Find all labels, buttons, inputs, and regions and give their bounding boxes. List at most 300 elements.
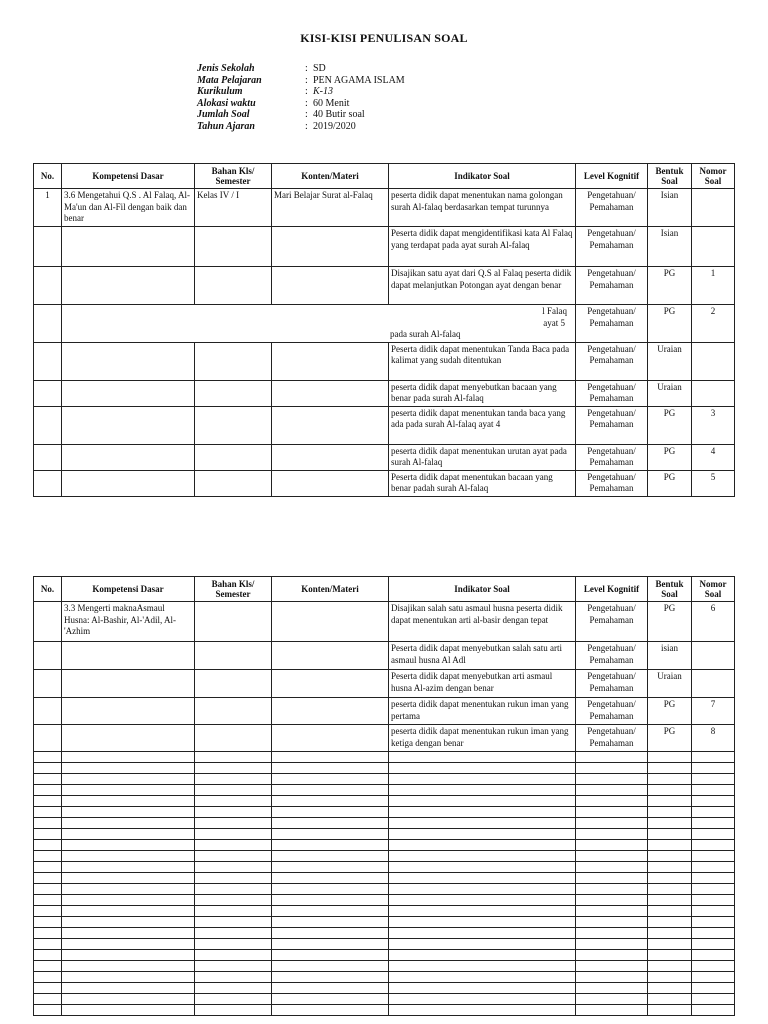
empty-cell — [272, 840, 389, 851]
empty-row — [34, 928, 735, 939]
question-indicator: pada surah Al-falaq — [390, 329, 461, 339]
header-no: No. — [34, 577, 62, 602]
empty-cell — [576, 928, 648, 939]
empty-cell — [195, 1005, 272, 1016]
question-form: PG — [648, 444, 692, 470]
empty-cell — [62, 950, 195, 961]
empty-cell — [576, 763, 648, 774]
empty-cell — [272, 796, 389, 807]
empty-cell — [34, 961, 62, 972]
empty-cell — [272, 917, 389, 928]
meta-value: 2019/2020 — [313, 120, 356, 132]
empty-cell — [34, 917, 62, 928]
meta-colon: : — [305, 97, 308, 109]
question-form: Uraian — [648, 380, 692, 406]
empty-cell — [692, 994, 735, 1005]
cognitive-level: Pengetahuan/ Pemahaman — [576, 406, 648, 444]
question-indicator: Disajikan salah satu asmaul husna peserta didik dapat menentukan arti al-basir dengan tepat — [389, 602, 576, 642]
table-row — [34, 406, 735, 444]
question-number: 3 — [692, 406, 735, 444]
table-row — [34, 380, 735, 406]
empty-cell — [576, 994, 648, 1005]
empty-cell — [34, 444, 62, 470]
empty-cell — [648, 796, 692, 807]
empty-cell — [576, 917, 648, 928]
empty-cell — [389, 807, 576, 818]
empty-cell — [195, 906, 272, 917]
table-header-row — [34, 577, 735, 602]
empty-row — [34, 895, 735, 906]
question-indicator: Peserta didik dapat menentukan bacaan yang benar padah surah Al-falaq — [389, 470, 576, 496]
empty-cell — [195, 928, 272, 939]
empty-cell — [576, 895, 648, 906]
empty-cell — [648, 873, 692, 884]
empty-cell — [272, 829, 389, 840]
empty-cell — [195, 917, 272, 928]
meta-row-subject — [197, 75, 405, 87]
empty-cell — [389, 829, 576, 840]
meta-label: Alokasi waktu — [197, 97, 256, 109]
empty-cell — [389, 785, 576, 796]
empty-cell — [576, 851, 648, 862]
empty-cell — [34, 906, 62, 917]
cognitive-level: Pengetahuan/ Pemahaman — [576, 602, 648, 642]
empty-cell — [195, 698, 272, 725]
empty-cell — [195, 895, 272, 906]
empty-cell — [648, 928, 692, 939]
empty-cell — [34, 470, 62, 496]
question-number: 1 — [692, 267, 735, 305]
empty-cell — [62, 227, 195, 267]
empty-cell — [34, 305, 62, 343]
empty-cell — [648, 950, 692, 961]
question-indicator: peserta didik dapat menentukan rukun iman yang pertama — [389, 698, 576, 725]
meta-value: K-13 — [313, 86, 333, 98]
empty-cell — [692, 862, 735, 873]
empty-cell — [62, 763, 195, 774]
empty-cell — [648, 862, 692, 873]
empty-cell — [272, 818, 389, 829]
empty-row — [34, 840, 735, 851]
empty-cell — [34, 818, 62, 829]
empty-cell — [195, 602, 272, 642]
empty-cell — [272, 983, 389, 994]
meta-colon: : — [305, 63, 308, 74]
empty-cell — [34, 939, 62, 950]
empty-cell — [692, 906, 735, 917]
empty-cell — [34, 752, 62, 763]
meta-colon: : — [305, 86, 308, 98]
empty-cell — [576, 1005, 648, 1016]
empty-cell — [62, 895, 195, 906]
header-question-form: Bentuk Soal — [648, 164, 692, 189]
table-row — [34, 342, 735, 380]
empty-cell — [692, 829, 735, 840]
header-question-number: Nomor Soal — [692, 577, 735, 602]
table-row — [34, 444, 735, 470]
header-question-number: Nomor Soal — [692, 164, 735, 189]
empty-cell — [648, 807, 692, 818]
question-number — [692, 189, 735, 227]
empty-cell — [62, 1005, 195, 1016]
meta-row-curriculum — [197, 86, 405, 98]
empty-cell — [195, 763, 272, 774]
empty-cell — [692, 796, 735, 807]
empty-cell — [195, 642, 272, 670]
empty-cell — [272, 862, 389, 873]
header-no: No. — [34, 164, 62, 189]
empty-cell — [648, 774, 692, 785]
empty-cell — [195, 406, 272, 444]
question-form: PG — [648, 725, 692, 752]
empty-cell — [692, 873, 735, 884]
empty-cell — [272, 406, 389, 444]
meta-colon: : — [305, 74, 308, 86]
indicator-fragment-line-2: ayat 5 — [543, 317, 565, 328]
empty-cell — [34, 884, 62, 895]
meta-value: PEN AGAMA ISLAM — [313, 74, 405, 86]
empty-cell — [272, 444, 389, 470]
empty-cell — [692, 1005, 735, 1016]
empty-cell — [272, 972, 389, 983]
empty-cell — [272, 670, 389, 698]
empty-rows — [34, 752, 735, 1016]
empty-cell — [34, 829, 62, 840]
empty-cell — [62, 818, 195, 829]
empty-cell — [648, 851, 692, 862]
header-basic-competency: Kompetensi Dasar — [62, 577, 195, 602]
empty-cell — [62, 380, 195, 406]
empty-cell — [272, 939, 389, 950]
empty-cell — [34, 928, 62, 939]
table-row — [34, 670, 735, 698]
question-indicator: Peserta didik dapat menentukan Tanda Baca pada kalimat yang sudah ditentukan — [389, 342, 576, 380]
empty-cell — [389, 840, 576, 851]
table-row — [34, 602, 735, 642]
question-indicator: peserta didik dapat menentukan rukun iman yang ketiga dengan benar — [389, 725, 576, 752]
empty-cell — [389, 895, 576, 906]
empty-cell — [272, 470, 389, 496]
empty-cell — [34, 267, 62, 305]
empty-cell — [576, 862, 648, 873]
empty-cell — [62, 994, 195, 1005]
empty-cell — [648, 994, 692, 1005]
empty-row — [34, 752, 735, 763]
question-indicator: Peserta didik dapat mengidentifikasi kata Al Falaq yang terdapat pada ayat surah Al-falaq — [389, 227, 576, 267]
empty-cell — [62, 851, 195, 862]
empty-row — [34, 950, 735, 961]
header-question-indicator: Indikator Soal — [389, 164, 576, 189]
cognitive-level: Pengetahuan/ Pemahaman — [576, 642, 648, 670]
empty-cell — [62, 444, 195, 470]
empty-cell — [195, 994, 272, 1005]
empty-cell — [195, 829, 272, 840]
empty-cell — [576, 829, 648, 840]
empty-cell — [576, 961, 648, 972]
empty-cell — [34, 796, 62, 807]
empty-cell — [62, 972, 195, 983]
cognitive-level: Pengetahuan/ Pemahaman — [576, 725, 648, 752]
header-question-form: Bentuk Soal — [648, 577, 692, 602]
empty-cell — [34, 994, 62, 1005]
empty-cell — [62, 785, 195, 796]
empty-row — [34, 796, 735, 807]
empty-cell — [62, 796, 195, 807]
empty-cell — [195, 470, 272, 496]
question-form: Isian — [648, 227, 692, 267]
empty-cell — [576, 983, 648, 994]
empty-cell — [34, 895, 62, 906]
empty-cell — [195, 840, 272, 851]
cognitive-level: Pengetahuan/ Pemahaman — [576, 670, 648, 698]
question-indicator: peserta didik dapat menentukan nama golongan surah Al-falaq berdasarkan tempat turunnya — [389, 189, 576, 227]
cognitive-level: Pengetahuan/ Pemahaman — [576, 342, 648, 380]
empty-cell — [195, 983, 272, 994]
empty-cell — [195, 961, 272, 972]
empty-cell — [34, 873, 62, 884]
empty-cell — [34, 763, 62, 774]
empty-cell — [692, 972, 735, 983]
cognitive-level: Pengetahuan/ Pemahaman — [576, 305, 648, 343]
table-row — [34, 725, 735, 752]
empty-cell — [62, 961, 195, 972]
empty-row — [34, 807, 735, 818]
empty-cell — [272, 873, 389, 884]
question-form: PG — [648, 267, 692, 305]
empty-row — [34, 862, 735, 873]
empty-cell — [272, 884, 389, 895]
empty-cell — [34, 950, 62, 961]
empty-cell — [692, 785, 735, 796]
empty-cell — [272, 807, 389, 818]
empty-cell — [272, 642, 389, 670]
question-indicator: peserta didik dapat menentukan urutan ayat pada surah Al-falaq — [389, 444, 576, 470]
empty-cell — [62, 470, 195, 496]
empty-cell — [692, 763, 735, 774]
question-form: PG — [648, 602, 692, 642]
class-semester: Kelas IV / I — [195, 189, 272, 227]
empty-cell — [272, 785, 389, 796]
question-form: PG — [648, 470, 692, 496]
empty-cell — [195, 884, 272, 895]
empty-row — [34, 1005, 735, 1016]
empty-cell — [34, 1005, 62, 1016]
empty-cell — [62, 670, 195, 698]
empty-cell — [389, 818, 576, 829]
table-row — [34, 305, 735, 343]
table-row — [34, 189, 735, 227]
meta-value: 40 Butir soal — [313, 109, 365, 121]
empty-row — [34, 763, 735, 774]
meta-label: Jenis Sekolah — [197, 63, 255, 74]
table-row — [34, 642, 735, 670]
empty-cell — [34, 698, 62, 725]
empty-cell — [576, 774, 648, 785]
empty-cell — [648, 961, 692, 972]
empty-cell — [34, 983, 62, 994]
table-row — [34, 698, 735, 725]
empty-row — [34, 961, 735, 972]
question-form: Uraian — [648, 342, 692, 380]
empty-cell — [576, 752, 648, 763]
empty-cell — [389, 928, 576, 939]
empty-cell — [389, 774, 576, 785]
cognitive-level: Pengetahuan/ Pemahaman — [576, 470, 648, 496]
empty-cell — [389, 906, 576, 917]
header-class-semester: Bahan Kls/ Semester — [195, 164, 272, 189]
empty-cell — [272, 928, 389, 939]
empty-cell — [62, 983, 195, 994]
empty-cell — [576, 807, 648, 818]
question-form: PG — [648, 406, 692, 444]
empty-cell — [692, 917, 735, 928]
empty-cell — [272, 895, 389, 906]
empty-cell — [195, 670, 272, 698]
table-row — [34, 227, 735, 267]
empty-cell — [62, 917, 195, 928]
question-indicator: Peserta didik dapat menyebutkan salah satu arti asmaul husna Al Adl — [389, 642, 576, 670]
question-number: 5 — [692, 470, 735, 496]
empty-cell — [648, 763, 692, 774]
empty-row — [34, 983, 735, 994]
empty-cell — [389, 763, 576, 774]
empty-cell — [576, 796, 648, 807]
question-number: 4 — [692, 444, 735, 470]
question-form: Uraian — [648, 670, 692, 698]
empty-cell — [648, 906, 692, 917]
empty-cell — [272, 950, 389, 961]
empty-cell — [195, 342, 272, 380]
empty-cell — [195, 939, 272, 950]
meta-value: SD — [313, 63, 326, 74]
empty-cell — [195, 267, 272, 305]
empty-cell — [272, 227, 389, 267]
question-indicator: peserta didik dapat menyebutkan bacaan yang benar pada surah Al-falaq — [389, 380, 576, 406]
empty-cell — [389, 961, 576, 972]
meta-row-academic-year — [197, 121, 405, 133]
empty-cell — [34, 972, 62, 983]
cognitive-level: Pengetahuan/ Pemahaman — [576, 189, 648, 227]
empty-cell — [34, 342, 62, 380]
empty-row — [34, 884, 735, 895]
question-indicator: peserta didik dapat menentukan tanda baca yang ada pada surah Al-falaq ayat 4 — [389, 406, 576, 444]
empty-cell — [272, 725, 389, 752]
empty-cell — [195, 774, 272, 785]
empty-cell — [692, 807, 735, 818]
empty-cell — [272, 752, 389, 763]
question-number: 6 — [692, 602, 735, 642]
empty-cell — [576, 950, 648, 961]
meta-label: Mata Pelajaran — [197, 74, 262, 86]
empty-cell — [62, 807, 195, 818]
empty-cell — [576, 972, 648, 983]
empty-cell — [648, 752, 692, 763]
question-number — [692, 670, 735, 698]
empty-cell — [272, 380, 389, 406]
question-indicator: Peserta didik dapat menyebutkan arti asmaul husna Al-azim dengan benar — [389, 670, 576, 698]
empty-cell — [62, 862, 195, 873]
question-indicator: Disajikan satu ayat dari Q.S al Falaq peserta didik dapat melanjutkan Potongan ayat dengan benar — [389, 267, 576, 305]
question-form: isian — [648, 642, 692, 670]
empty-cell — [389, 851, 576, 862]
empty-cell — [62, 884, 195, 895]
empty-cell — [389, 983, 576, 994]
empty-cell — [195, 950, 272, 961]
empty-row — [34, 829, 735, 840]
question-number — [692, 380, 735, 406]
content-material: Mari Belajar Surat al-Falaq — [272, 189, 389, 227]
empty-cell — [34, 642, 62, 670]
empty-cell — [648, 972, 692, 983]
empty-cell — [62, 774, 195, 785]
empty-cell — [62, 829, 195, 840]
empty-cell — [272, 774, 389, 785]
empty-cell — [62, 873, 195, 884]
empty-row — [34, 994, 735, 1005]
empty-cell — [34, 774, 62, 785]
basic-competency: 3.3 Mengerti maknaAsmaul Husna: Al-Bashir, Al-'Adil, Al-'Azhim — [62, 602, 195, 642]
empty-cell — [195, 785, 272, 796]
cognitive-level: Pengetahuan/ Pemahaman — [576, 380, 648, 406]
empty-cell — [576, 906, 648, 917]
empty-cell — [576, 840, 648, 851]
empty-cell — [692, 851, 735, 862]
row-no: 1 — [34, 189, 62, 227]
empty-cell — [648, 939, 692, 950]
empty-cell — [648, 785, 692, 796]
empty-cell — [692, 961, 735, 972]
empty-cell — [62, 406, 195, 444]
empty-cell — [62, 939, 195, 950]
empty-cell — [692, 928, 735, 939]
table-header-row — [34, 164, 735, 189]
empty-cell — [389, 950, 576, 961]
empty-cell — [692, 840, 735, 851]
empty-cell — [692, 774, 735, 785]
question-number — [692, 227, 735, 267]
empty-cell — [389, 752, 576, 763]
empty-cell — [62, 267, 195, 305]
basic-competency: 3.6 Mengetahui Q.S . Al Falaq, Al-Ma'un dan Al-Fil dengan baik dan benar — [62, 189, 195, 227]
empty-cell — [576, 785, 648, 796]
empty-cell — [389, 862, 576, 873]
empty-cell — [195, 972, 272, 983]
empty-cell — [389, 1005, 576, 1016]
question-form: Isian — [648, 189, 692, 227]
cognitive-level: Pengetahuan/ Pemahaman — [576, 267, 648, 305]
empty-row — [34, 873, 735, 884]
empty-cell — [272, 961, 389, 972]
empty-cell — [389, 873, 576, 884]
meta-label: Kurikulum — [197, 86, 243, 98]
empty-cell — [34, 840, 62, 851]
question-number: 8 — [692, 725, 735, 752]
header-basic-competency: Kompetensi Dasar — [62, 164, 195, 189]
empty-row — [34, 906, 735, 917]
empty-cell — [62, 725, 195, 752]
indicator-fragment-line-1: l Falaq — [542, 306, 567, 316]
empty-cell — [195, 796, 272, 807]
empty-cell — [62, 698, 195, 725]
question-number — [692, 342, 735, 380]
empty-cell — [576, 939, 648, 950]
empty-cell — [34, 785, 62, 796]
empty-cell — [576, 818, 648, 829]
empty-cell — [195, 227, 272, 267]
meta-row-time-allocation — [197, 98, 405, 110]
empty-row — [34, 818, 735, 829]
question-form: PG — [648, 305, 692, 343]
